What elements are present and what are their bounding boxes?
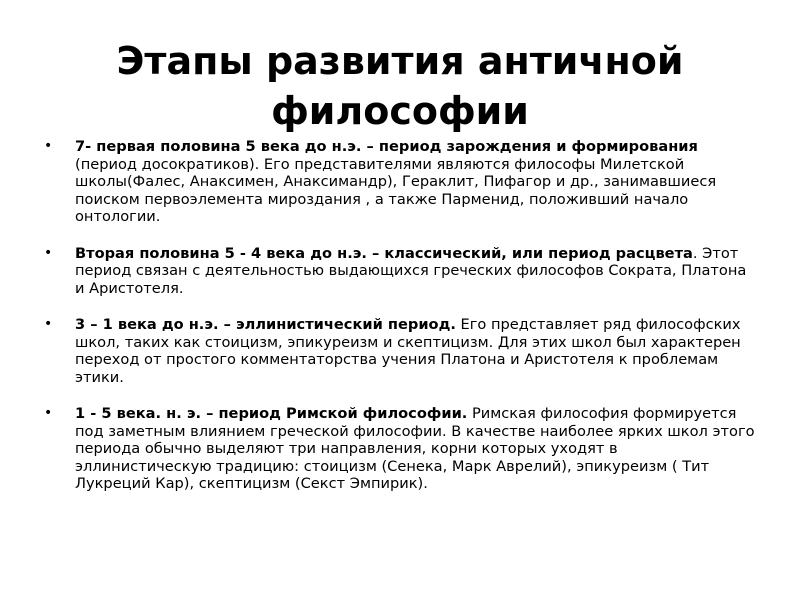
slide-title-line-2: философии [271,89,529,133]
slide-title [40,36,760,136]
list-item-text: Римская философия формируется под заметным влиянием греческой философии. В качестве наиболее ярких школ этого периода обычно выделяют три направления, корни которых уходят в эллинистическую традицию: стоицизм (Сенека, Марк Аврелий), эпикуреизм ( Тит Лукреций Кар), скептицизм (Секст Эмпирик). [75,405,755,492]
bullet-icon: • [44,405,53,421]
list-item-lead: Вторая половина 5 - 4 века до н.э. – классический, или период расцвета [75,244,693,262]
list-item [44,405,756,493]
bullet-list [44,138,756,512]
list-item [44,245,756,298]
list-item [44,316,756,386]
slide-title-line-1: Этапы развития античной [116,39,684,83]
list-item [44,138,756,226]
list-item-lead: 3 – 1 века до н.э. – эллинистический период. [75,316,456,333]
list-item-lead: 1 - 5 века. н. э. – период Римской философии. [75,405,468,422]
list-item-text: . Этот период связан с деятельностью выдающихся греческих философов Сократа, Платона и Аристотеля. [75,244,747,297]
list-item-lead: 7- первая половина 5 века до н.э. – период зарождения и формирования [75,138,698,155]
bullet-icon: • [44,244,53,261]
list-item-text: Его представляет ряд философских школ, таких как стоицизм, эпикуреизм и скептицизм. Для этих школ был характерен переход от простого комментаторства учения Платона и Аристотеля к проблемам этики. [75,316,741,386]
bullet-icon: • [44,138,53,154]
list-item-text: (период досократиков). Его представителями являются философы Милетской школы(Фалес, Анаксимен, Анаксимандр), Гераклит, Пифагор и др., занимавшиеся поиском первоэлемента мироздания , а также Парменид, положивший начало онтологии. [75,155,717,225]
bullet-icon: • [44,316,53,332]
